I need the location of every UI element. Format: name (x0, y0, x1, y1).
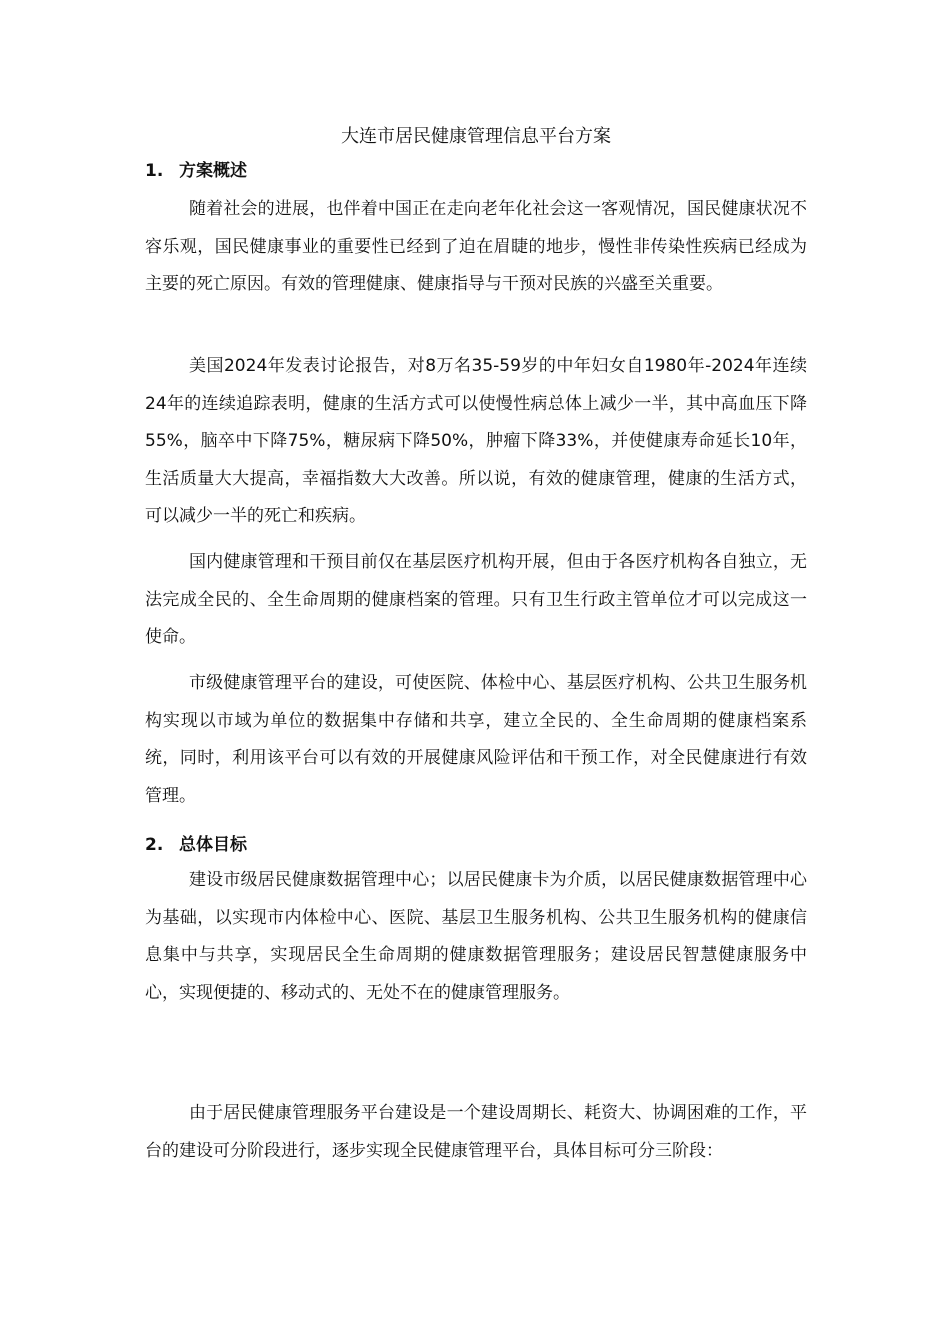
section-heading-goals (145, 833, 247, 857)
paragraph: 建设市级居民健康数据管理中心；以居民健康卡为介质，以居民健康数据管理中心为基础，以实现市内体检中心、医院、基层卫生服务机构、公共卫生服务机构的健康信息集中与共享，实现居民全生命周期的健康数据管理服务；建设居民智慧健康服务中心，实现便捷的、移动式的、无处不在的健康管理服务。 (145, 870, 807, 1003)
section-title: 总体目标 (179, 835, 247, 855)
paragraph: 市级健康管理平台的建设，可使医院、体检中心、基层医疗机构、公共卫生服务机构实现以市域为单位的数据集中存储和共享，建立全民的、全生命周期的健康档案系统，同时，利用该平台可以有效的开展健康风险评估和干预工作，对全民健康进行有效管理。 (145, 673, 807, 806)
document-title: 大连市居民健康管理信息平台方案 (341, 126, 611, 147)
section-heading-overview (145, 159, 247, 183)
paragraph: 国内健康管理和干预目前仅在基层医疗机构开展，但由于各医疗机构各自独立，无法完成全民的、全生命周期的健康档案的管理。只有卫生行政主管单位才可以完成这一使命。 (145, 552, 807, 647)
paragraph: 美国2024年发表讨论报告，对8万名35-59岁的中年妇女自1980年-2024年连续24年的连续追踪表明，健康的生活方式可以使慢性病总体上减少一半，其中高血压下降55%，脑卒中下降75%，糖尿病下降50%，肿瘤下降33%，并使健康寿命延长10年，生活质量大大提高，幸福指数大大改善。所以说，有效的健康管理，健康的生活方式，可以减少一半的死亡和疾病。 (145, 356, 807, 526)
paragraph: 随着社会的进展，也伴着中国正在走向老年化社会这一客观情况，国民健康状况不容乐观，国民健康事业的重要性已经到了迫在眉睫的地步，慢性非传染性疾病已经成为主要的死亡原因。有效的管理健康、健康指导与干预对民族的兴盛至关重要。 (145, 199, 807, 294)
section-number: 2. (145, 835, 164, 855)
section-number: 1. (145, 161, 164, 181)
paragraph: 由于居民健康管理服务平台建设是一个建设周期长、耗资大、协调困难的工作，平台的建设可分阶段进行，逐步实现全民健康管理平台，具体目标可分三阶段： (145, 1103, 807, 1161)
section-title: 方案概述 (179, 161, 247, 181)
